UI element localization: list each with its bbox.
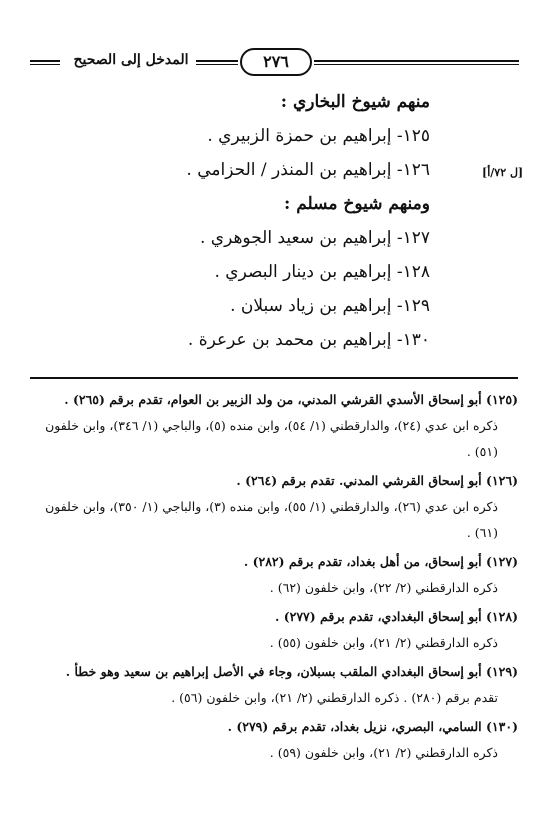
- footnote-main: (١٢٦) أبو إسحاق القرشي المدني. تقدم برقم (٢٦٤) .: [236, 473, 518, 488]
- footnote: [30, 549, 518, 601]
- footnote-main: (١٢٥) أبو إسحاق الأسدي القرشي المدني، من ولد الزبير بن العوام، تقدم برقم (٢٦٥) .: [64, 392, 518, 407]
- footnote-main: (١٢٧) أبو إسحاق، من أهل بغداد، تقدم برقم (٢٨٢) .: [243, 554, 518, 569]
- text-line: ومنهم شيوخ مسلم :: [284, 194, 430, 214]
- text-line: ١٣٠- إبراهيم بن محمد بن عرعرة .: [187, 330, 430, 350]
- page-header: [0, 40, 547, 70]
- text-line: ١٢٦- إبراهيم بن المنذر / الحزامي .: [186, 160, 430, 180]
- margin-note: [ل ٧٢/أ]: [482, 166, 524, 179]
- text-line: ١٢٨- إبراهيم بن دينار البصري .: [214, 262, 430, 282]
- main-text: [186, 92, 430, 364]
- footnote-main: (١٢٩) أبو إسحاق البغدادي الملقب بسبلان، وجاء في الأصل إبراهيم بن سعيد وهو خطأ .: [65, 664, 518, 679]
- header-rule-mid: [196, 60, 238, 62]
- footnote-sub: ذكره الدارقطني (٢/ ٢١)، وابن خلفون (٥٩) .: [269, 745, 498, 760]
- footnote: [30, 659, 518, 711]
- page-number: ٢٧٦: [240, 48, 312, 76]
- text-line: ١٢٥- إبراهيم بن حمزة الزبيري .: [207, 126, 430, 146]
- header-rule-mid-thin: [196, 64, 238, 65]
- footnote-sub: ذكره الدارقطني (٢/ ٢١)، وابن خلفون (٥٥) .: [269, 635, 498, 650]
- footnote-main: (١٣٠) السامي، البصري، نزيل بغداد، تقدم برقم (٢٧٩) .: [227, 719, 518, 734]
- footnote: [30, 387, 518, 465]
- footnote: [30, 468, 518, 546]
- text-line: منهم شيوخ البخاري :: [280, 92, 430, 112]
- header-rule-right-thin: [314, 64, 519, 65]
- footnote: [30, 604, 518, 656]
- footnote-sub: تقدم برقم (٢٨٠) . ذكره الدارقطني (٢/ ٢١)، وابن خلفون (٥٦) .: [171, 690, 498, 705]
- header-rule-left: [30, 60, 60, 62]
- running-title: المدخل إلى الصحيح: [73, 52, 189, 68]
- text-line: ١٢٩- إبراهيم بن زياد سبلان .: [230, 296, 430, 316]
- text-line: ١٢٧- إبراهيم بن سعيد الجوهري .: [199, 228, 430, 248]
- footnotes: [30, 387, 518, 769]
- footnote-sub: ذكره الدارقطني (٢/ ٢٢)، وابن خلفون (٦٢) .: [269, 580, 498, 595]
- footnote-separator: [30, 377, 518, 379]
- header-rule-right: [314, 60, 519, 62]
- footnote-main: (١٢٨) أبو إسحاق البغدادي، تقدم برقم (٢٧٧) .: [274, 609, 518, 624]
- footnote-sub: ذكره ابن عدي (٢٦)، والدارقطني (١/ ٥٥)، وابن منده (٣)، والباجي (١/ ٣٥٠)، وابن خلفون (٦١) .: [45, 499, 498, 540]
- footnote-sub: ذكره ابن عدي (٢٤)، والدارقطني (١/ ٥٤)، وابن منده (٥)، والباجي (١/ ٣٤٦)، وابن خلفون (٥١) .: [45, 418, 498, 459]
- footnote: [30, 714, 518, 766]
- header-rule-left-thin: [30, 64, 60, 65]
